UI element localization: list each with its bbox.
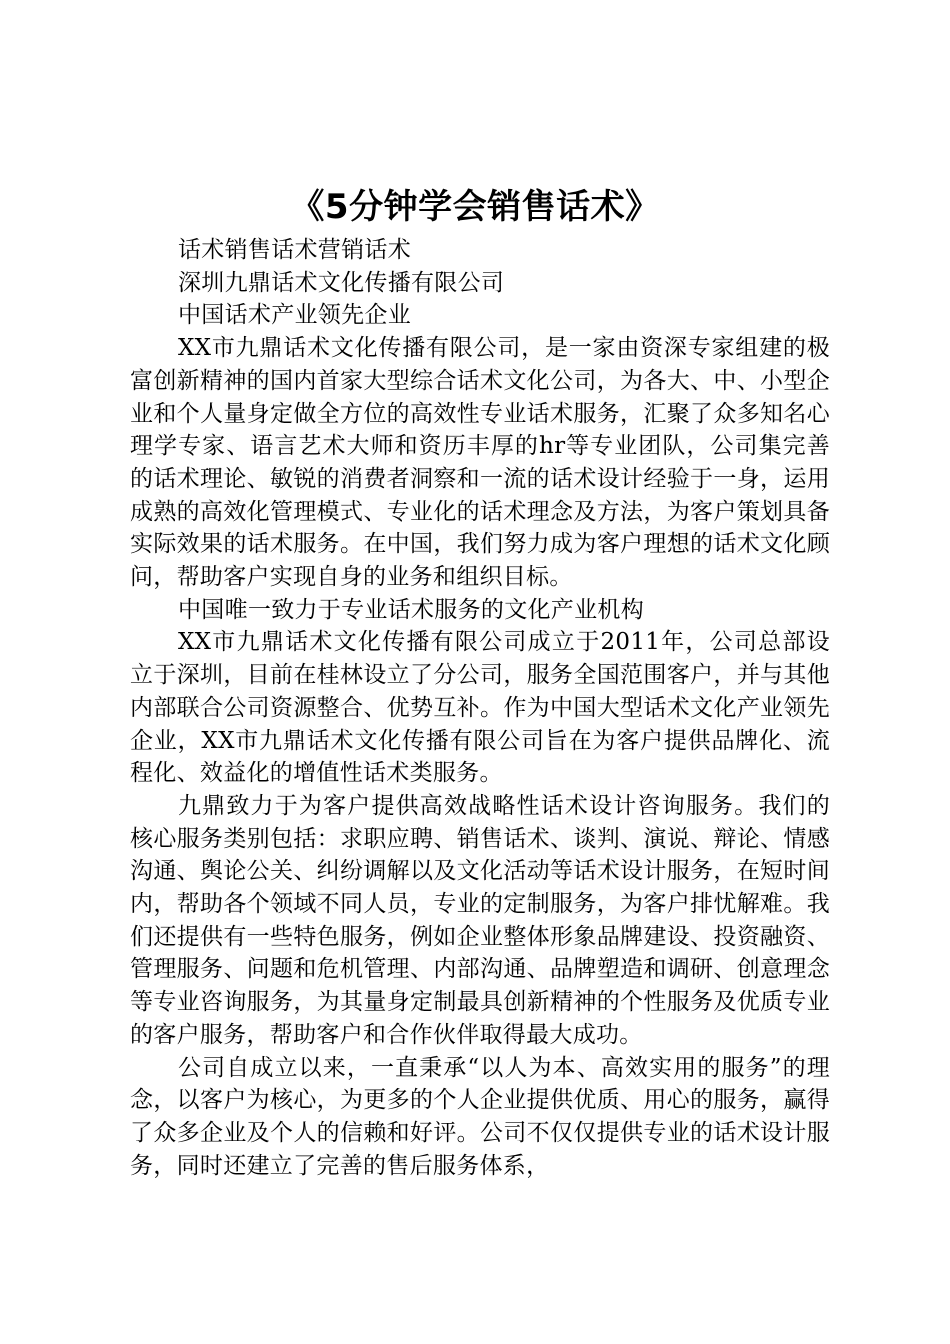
philosophy-paragraph: 公司自成立以来，一直秉承“以人为本、高效实用的服务”的理念，以客户为核心，为更多的个人企业提供优质、用心的服务，赢得了众多企业及个人的信赖和好评。公司不仅仅提供专业的话术设计服务，同时还建立了完善的售后服务体系， — [130, 1054, 830, 1179]
slogan-paragraph: 中国话术产业领先企业 — [178, 302, 411, 329]
subheading-paragraph: 中国唯一致力于专业话术服务的文化产业机构 — [178, 596, 644, 623]
document-title: 《5分钟学会销售话术》 — [290, 187, 660, 227]
company-name-paragraph: 深圳九鼎话术文化传播有限公司 — [178, 269, 505, 296]
history-paragraph: XX市九鼎话术文化传播有限公司成立于2011年，公司总部设立于深圳，目前在桂林设立了分公司，服务全国范围客户，并与其他内部联合公司资源整合、优势互补。作为中国大型话术文化产业领先企业，XX市九鼎话术文化传播有限公司旨在为客户提供品牌化、流程化、效益化的增值性话术类服务。 — [130, 629, 830, 787]
document-body — [130, 234, 830, 1182]
services-paragraph: 九鼎致力于为客户提供高效战略性话术设计咨询服务。我们的核心服务类别包括：求职应聘、销售话术、谈判、演说、辩论、情感沟通、舆论公关、纠纷调解以及文化活动等话术设计服务，在短时间内，帮助各个领域不同人员，专业的定制服务，为客户排忧解难。我们还提供有一些特色服务，例如企业整体形象品牌建设、投资融资、管理服务、问题和危机管理、内部沟通、品牌塑造和调研、创意理念等专业咨询服务，为其量身定制最具创新精神的个性服务及优质专业的客户服务，帮助客户和合作伙伴取得最大成功。 — [130, 792, 830, 1048]
intro-paragraph: XX市九鼎话术文化传播有限公司，是一家由资深专家组建的极富创新精神的国内首家大型综合话术文化公司，为各大、中、小型企业和个人量身定做全方位的高效性专业话术服务，汇聚了众多知名心理学专家、语言艺术大师和资历丰厚的hr等专业团队，公司集完善的话术理论、敏锐的消费者洞察和一流的话术设计经验于一身，运用成熟的高效化管理模式、专业化的话术理念及方法，为客户策划具备实际效果的话术服务。在中国，我们努力成为客户理想的话术文化顾问，帮助客户实现自身的业务和组织目标。 — [130, 335, 830, 591]
tagline-paragraph: 话术销售话术营销话术 — [178, 237, 411, 263]
